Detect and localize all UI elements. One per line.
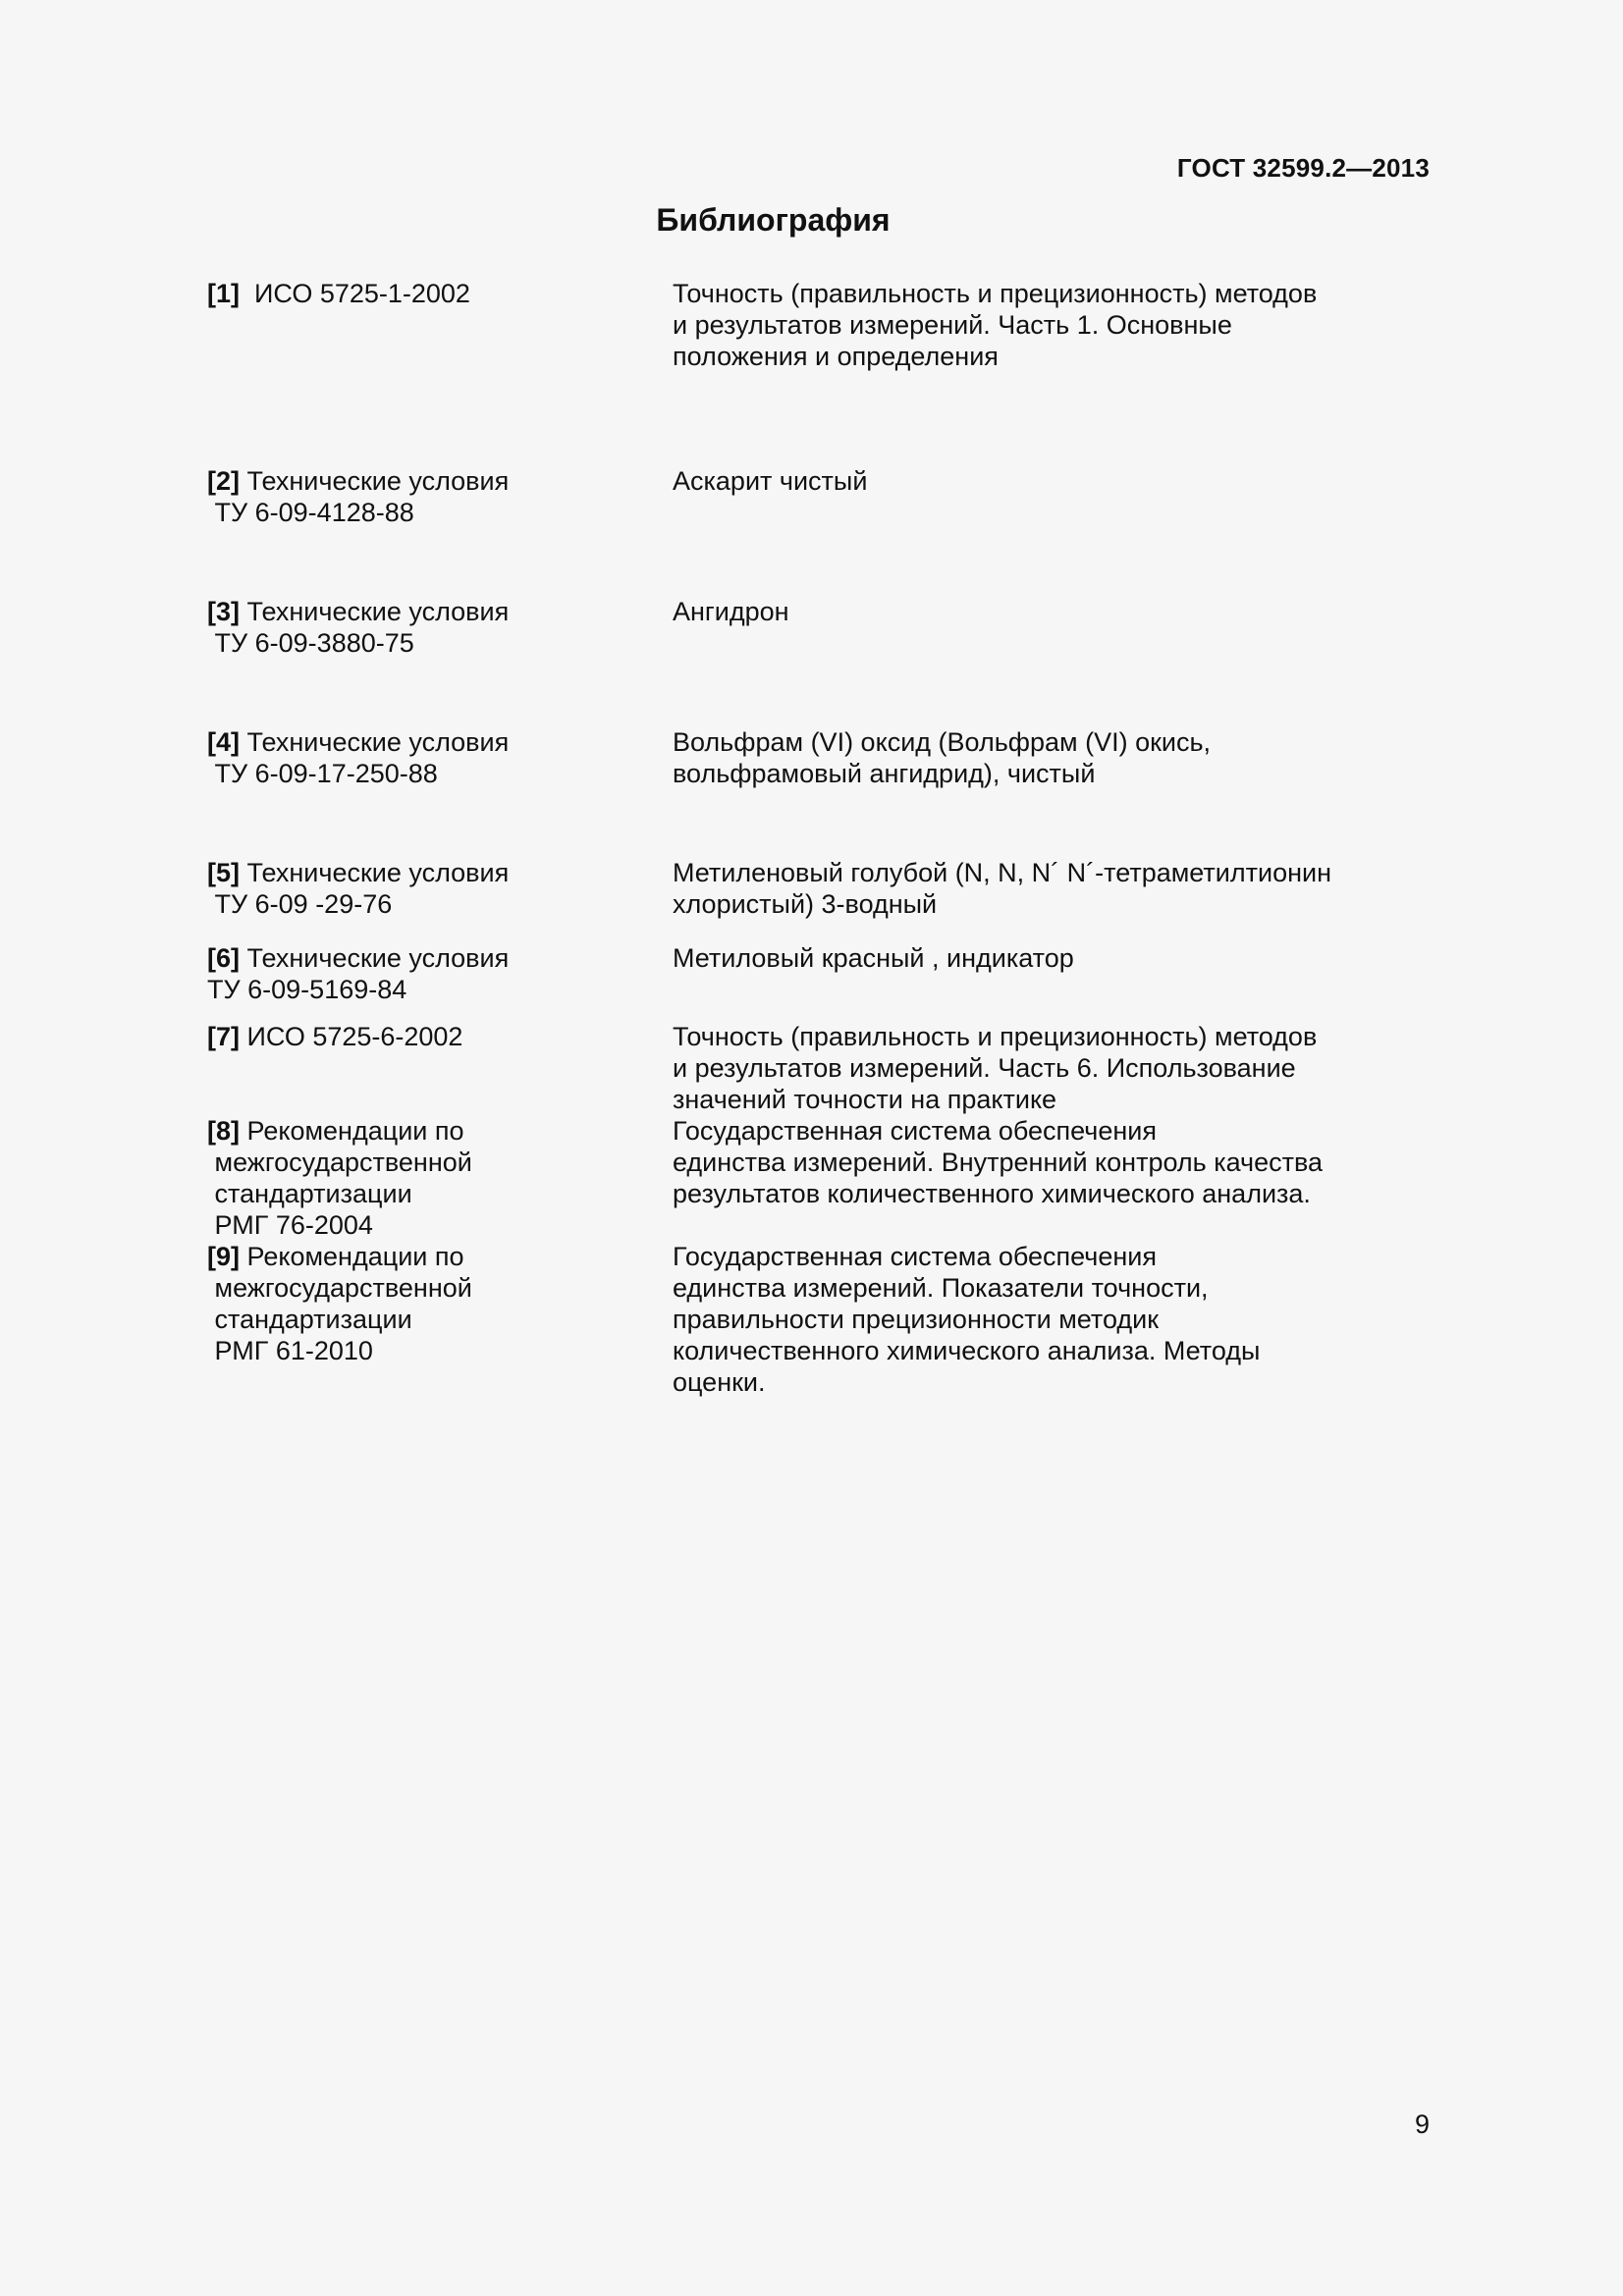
entry-source-line: РМГ 76-2004 [207,1210,373,1240]
entry-number: [8] [207,1116,240,1146]
entry-number: [5] [207,858,240,887]
page-number: 9 [1414,2109,1430,2139]
entry-number: [9] [207,1242,240,1271]
entry-source-line: [7] ИСО 5725-6-2002 [207,1022,463,1051]
entry-description [673,1021,1360,1115]
entry-description-line: Точность (правильность и прецизионность) методов [673,1022,1318,1051]
entry-description-line: Государственная система обеспечения [673,1242,1157,1271]
entry-source-line: ТУ 6-09 -29-76 [207,889,393,919]
entry-source-line: [6] Технические условия [207,943,510,973]
entry-description [673,1115,1360,1209]
entry-description-line: единства измерений. Внутренний контроль качества [673,1148,1324,1177]
page-title: Библиография [656,202,891,238]
entry-source-line: [5] Технические условия [207,858,510,887]
entry-source [207,1021,639,1052]
entry-source [207,596,639,659]
entry-description-line: правильности прецизионности методик [673,1305,1160,1334]
entry-description-line: и результатов измерений. Часть 1. Основные [673,310,1232,340]
entry-description-line: количественного химического анализа. Методы [673,1336,1261,1365]
entry-description-line: Ангидрон [673,597,789,626]
entry-source [207,1115,639,1241]
document-code: ГОСТ 32599.2—2013 [1176,153,1430,183]
entry-source-line: межгосударственной [207,1273,472,1303]
entry-source-line: РМГ 61-2010 [207,1336,373,1365]
entry-description [673,596,1360,627]
entry-number: [2] [207,466,240,496]
entry-description-line: Точность (правильность и прецизионность) методов [673,279,1318,308]
entry-description-line: единства измерений. Показатели точности, [673,1273,1209,1303]
entry-number: [7] [207,1022,240,1051]
entry-description-line: Аскарит чистый [673,466,868,496]
entry-description [673,278,1360,372]
entry-source-line: [1] ИСО 5725-1-2002 [207,279,470,308]
entry-description [673,726,1360,789]
entry-description-line: Государственная система обеспечения [673,1116,1157,1146]
entry-source-line: стандартизации [207,1179,412,1208]
entry-description-line: хлористый) 3-водный [673,889,938,919]
entry-source-line: ТУ 6-09-4128-88 [207,498,414,527]
entry-description-line: Вольфрам (VI) оксид (Вольфрам (VI) окись, [673,727,1212,757]
entry-source [207,1241,639,1366]
entry-source-line: ТУ 6-09-3880-75 [207,628,414,658]
entry-description-line: положения и определения [673,342,999,371]
entry-source [207,465,639,528]
entry-number: [4] [207,727,240,757]
entry-source [207,857,639,920]
entry-description-line: и результатов измерений. Часть 6. Использование [673,1053,1296,1083]
entry-description-line: Метиленовый голубой (N, N, N´ N´-тетраметилтионин [673,858,1331,887]
entry-description [673,1241,1360,1398]
entry-number: [1] [207,279,240,308]
entry-description-line: значений точности на практике [673,1085,1057,1114]
entry-source-line: [8] Рекомендации по [207,1116,464,1146]
entry-description-line: результатов количественного химического анализа. [673,1179,1311,1208]
entry-number: [6] [207,943,240,973]
entry-source-line: [4] Технические условия [207,727,510,757]
entry-description [673,942,1360,974]
entry-source-line: [2] Технические условия [207,466,510,496]
entry-source-line: ТУ 6-09-5169-84 [207,975,407,1004]
entry-description [673,465,1360,497]
entry-source [207,726,639,789]
entry-source-line: стандартизации [207,1305,412,1334]
entry-source-line: ТУ 6-09-17-250-88 [207,759,438,788]
entry-source-line: межгосударственной [207,1148,472,1177]
entry-description-line: вольфрамовый ангидрид), чистый [673,759,1096,788]
entry-source [207,278,639,309]
entry-description [673,857,1360,920]
entry-number: [3] [207,597,240,626]
entry-source-line: [9] Рекомендации по [207,1242,464,1271]
entry-source [207,942,639,1005]
entry-description-line: оценки. [673,1367,766,1397]
entry-source-line: [3] Технические условия [207,597,510,626]
entry-description-line: Метиловый красный , индикатор [673,943,1074,973]
